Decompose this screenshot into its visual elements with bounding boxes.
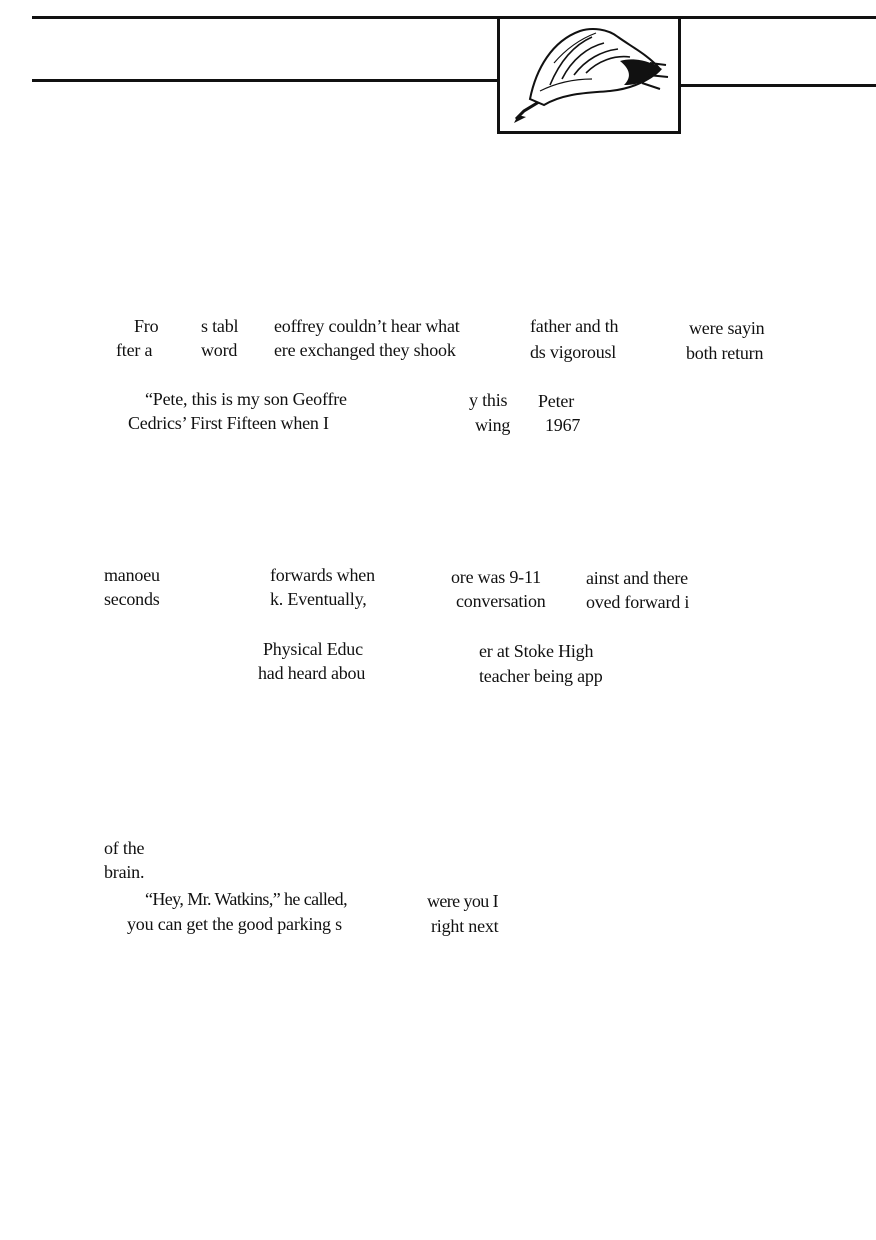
text-fragment: forwards when: [270, 565, 375, 585]
text-fragment: Physical Educ: [263, 639, 363, 659]
text-fragment: oved forward i: [586, 592, 690, 612]
text-fragment: were you I: [427, 891, 498, 911]
text-fragment: right next: [431, 916, 499, 936]
header-rule-top: [32, 16, 876, 19]
text-fragment: ds vigorousl: [530, 342, 617, 362]
header-rule-right: [681, 84, 876, 87]
text-fragment: ainst and there: [586, 568, 688, 588]
text-fragment: ere exchanged they shook: [274, 340, 456, 360]
text-fragment: ore was 9-11: [451, 567, 541, 587]
text-fragment: “Hey, Mr. Watkins,” he called,: [145, 889, 347, 909]
text-fragment: both return: [686, 343, 764, 363]
text-fragment: conversation: [456, 591, 546, 611]
header-rule-left: [32, 79, 498, 82]
text-fragment: wing: [475, 415, 511, 435]
text-fragment: fter a: [116, 340, 153, 360]
text-fragment: s tabl: [201, 316, 239, 336]
text-fragment: Fro: [134, 316, 159, 336]
text-fragment: word: [201, 340, 238, 360]
text-fragment: er at Stoke High: [479, 641, 594, 661]
text-fragment: of the: [104, 838, 145, 858]
text-fragment: manoeu: [104, 565, 160, 585]
text-fragment: y this: [469, 390, 508, 410]
text-fragment: k. Eventually,: [270, 589, 367, 609]
text-fragment: were sayin: [689, 318, 765, 338]
text-fragment: seconds: [104, 589, 160, 609]
text-fragment: 1967: [545, 415, 581, 435]
text-fragment: Peter: [538, 391, 574, 411]
text-fragment: “Pete, this is my son Geoffre: [145, 389, 347, 409]
text-fragment: you can get the good parking s: [127, 914, 342, 934]
text-fragment: father and th: [530, 316, 619, 336]
text-fragment: eoffrey couldn’t hear what: [274, 316, 460, 336]
text-fragment: Cedrics’ First Fifteen when I: [128, 413, 329, 433]
text-fragment: teacher being app: [479, 666, 603, 686]
text-fragment: had heard abou: [258, 663, 366, 683]
quill-feather-icon: [500, 19, 678, 131]
quill-emblem-box: [497, 16, 681, 134]
text-fragment: brain.: [104, 862, 145, 882]
